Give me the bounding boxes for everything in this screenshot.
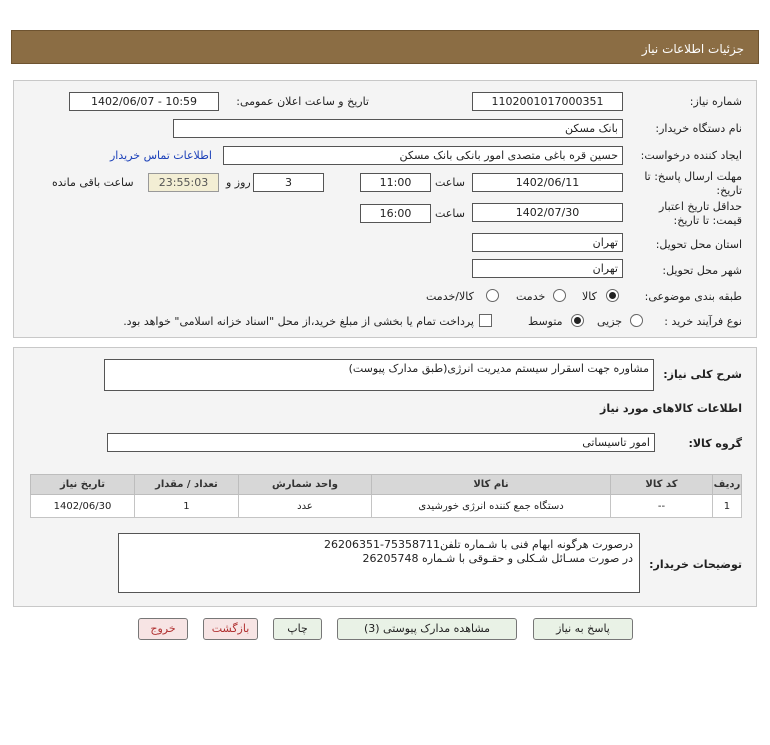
validity-date-field: 1402/07/30 bbox=[472, 203, 623, 222]
process-option-medium: متوسط bbox=[528, 315, 563, 328]
cell-need-date: 1402/06/30 bbox=[31, 495, 135, 518]
remaining-label: ساعت باقی مانده bbox=[52, 176, 134, 189]
reply-button[interactable]: پاسخ به نیاز bbox=[533, 618, 633, 640]
goods-group-field: امور تاسیساتی bbox=[107, 433, 655, 452]
page-title: جزئیات اطلاعات نیاز bbox=[641, 42, 744, 56]
payment-note: پرداخت تمام یا بخشی از مبلغ خرید،از محل "اسناد خزانه اسلامی" خواهد بود. bbox=[123, 315, 474, 328]
days-label: روز و bbox=[226, 176, 251, 189]
category-radio-goods[interactable] bbox=[606, 289, 619, 302]
announce-label: تاریخ و ساعت اعلان عمومی: bbox=[236, 95, 369, 108]
exit-button[interactable]: خروج bbox=[138, 618, 188, 640]
table-row bbox=[31, 495, 742, 518]
summary-label: شرح کلی نیاز: bbox=[663, 368, 742, 381]
city-field: تهران bbox=[472, 259, 623, 278]
reply-time-label: ساعت bbox=[435, 176, 465, 189]
col-goods-code: کد کالا bbox=[611, 475, 713, 495]
category-label: طبقه بندی موضوعی: bbox=[644, 290, 742, 303]
back-button[interactable]: بازگشت bbox=[203, 618, 258, 640]
treasury-payment-checkbox[interactable] bbox=[479, 314, 492, 327]
remaining-timer: 23:55:03 bbox=[148, 173, 219, 192]
creator-field: حسین قره باغی متصدی امور بانکی بانک مسکن bbox=[223, 146, 623, 165]
category-radio-service[interactable] bbox=[553, 289, 566, 302]
cell-quantity: 1 bbox=[134, 495, 238, 518]
city-label: شهر محل تحویل: bbox=[662, 264, 742, 277]
goods-group-label: گروه کالا: bbox=[688, 437, 742, 450]
buyer-notes-field bbox=[118, 533, 640, 593]
days-count-field: 3 bbox=[253, 173, 324, 192]
goods-table bbox=[30, 474, 742, 518]
need-number-label: شماره نیاز: bbox=[689, 95, 742, 108]
summary-field: مشاوره جهت اسقرار سیستم مدیریت انرژی(طبق مدارک پیوست) bbox=[104, 359, 654, 391]
province-field: تهران bbox=[472, 233, 623, 252]
reply-time-field: 11:00 bbox=[360, 173, 431, 192]
creator-label: ایجاد کننده درخواست: bbox=[640, 149, 742, 162]
need-number-field: 1102001017000351 bbox=[472, 92, 623, 111]
col-unit: واحد شمارش bbox=[238, 475, 371, 495]
page-header bbox=[11, 30, 759, 64]
cell-row-number: 1 bbox=[712, 495, 741, 518]
process-label: نوع فرآیند خرید : bbox=[664, 315, 742, 328]
col-goods-name: نام کالا bbox=[371, 475, 610, 495]
table-header-row bbox=[31, 475, 742, 495]
cell-unit: عدد bbox=[238, 495, 371, 518]
category-option-goods-service: کالا/خدمت bbox=[426, 290, 474, 303]
reply-date-field: 1402/06/11 bbox=[472, 173, 623, 192]
validity-label: حداقل تاریخ اعتبار bbox=[658, 200, 742, 213]
validity-label-2: قیمت: تا تاریخ: bbox=[673, 214, 742, 227]
validity-time-label: ساعت bbox=[435, 207, 465, 220]
buyer-notes-label: توضیحات خریدار: bbox=[649, 558, 742, 571]
buyer-notes-line-1: درصورت هرگونه ابهام فنی با شـماره تلفن75358711-26206351 bbox=[324, 538, 633, 551]
process-option-minor: جزیی bbox=[597, 315, 623, 328]
goods-section-title: اطلاعات کالاهای مورد نیاز bbox=[600, 402, 742, 415]
cell-goods-code: -- bbox=[611, 495, 713, 518]
buyer-notes-line-2: در صورت مسـائل شـکلی و حقـوقی با شـماره 26205748 bbox=[362, 552, 633, 565]
buyer-org-field: بانک مسکن bbox=[173, 119, 623, 138]
buyer-org-label: نام دستگاه خریدار: bbox=[655, 122, 742, 135]
buyer-contact-link[interactable]: اطلاعات تماس خریدار bbox=[110, 149, 212, 162]
col-need-date: تاریخ نیاز bbox=[31, 475, 135, 495]
validity-time-field: 16:00 bbox=[360, 204, 431, 223]
process-radio-medium[interactable] bbox=[571, 314, 584, 327]
category-option-goods: کالا bbox=[582, 290, 597, 303]
category-option-service: خدمت bbox=[516, 290, 546, 303]
col-quantity: تعداد / مقدار bbox=[134, 475, 238, 495]
category-radio-goods-service[interactable] bbox=[486, 289, 499, 302]
col-row-number: ردیف bbox=[712, 475, 741, 495]
announce-datetime-field: 1402/06/07 - 10:59 bbox=[69, 92, 219, 111]
print-button[interactable]: چاپ bbox=[273, 618, 322, 640]
attachments-button[interactable]: مشاهده مدارک پیوستی (3) bbox=[337, 618, 517, 640]
cell-goods-name: دستگاه جمع کننده انرژی خورشیدی bbox=[371, 495, 610, 518]
reply-deadline-label-2: تاریخ: bbox=[716, 184, 742, 197]
reply-deadline-label: مهلت ارسال پاسخ: تا bbox=[644, 170, 742, 183]
process-radio-minor[interactable] bbox=[630, 314, 643, 327]
province-label: استان محل تحویل: bbox=[655, 238, 742, 251]
